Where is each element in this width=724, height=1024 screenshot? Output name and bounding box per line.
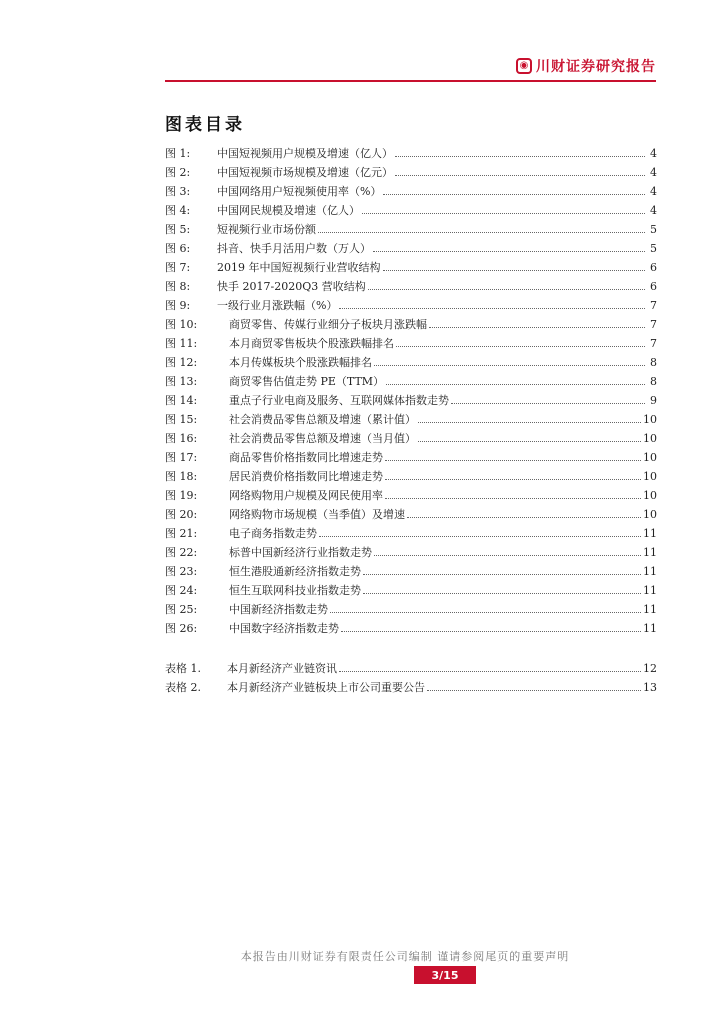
figure-entry[interactable] — [165, 141, 657, 160]
figure-entry-label: 图 22: — [165, 546, 198, 559]
figure-entry-label: 图 26: — [165, 622, 198, 635]
figure-entry[interactable] — [165, 559, 657, 578]
figure-entry-title: 重点子行业电商及服务、互联网媒体指数走势 — [229, 394, 449, 407]
dot-leader — [363, 593, 641, 594]
figure-entry-title: 电子商务指数走势 — [229, 527, 317, 540]
footer-disclaimer: 本报告由川财证券有限责任公司编制 谨请参阅尾页的重要声明 — [240, 950, 570, 963]
figure-entry[interactable] — [165, 274, 657, 293]
figure-entry-label: 图 18: — [165, 470, 198, 483]
figure-entry[interactable] — [165, 236, 657, 255]
figure-entry-label: 图 12: — [165, 356, 198, 369]
brand — [516, 56, 656, 76]
figure-entry-title: 恒生互联网科技业指数走势 — [229, 584, 361, 597]
dot-leader — [374, 365, 645, 366]
figure-entry-page-number: 4 — [650, 166, 657, 179]
dot-leader — [383, 270, 646, 271]
figure-list — [165, 141, 657, 635]
dot-leader — [385, 479, 641, 480]
figure-entry-label: 图 8: — [165, 280, 191, 293]
figure-entry-page-number: 11 — [643, 622, 657, 635]
dot-leader — [330, 612, 641, 613]
dot-leader — [427, 690, 641, 691]
figure-entry-page-number: 10 — [643, 470, 657, 483]
figure-entry-title: 短视频行业市场份额 — [217, 223, 316, 236]
figure-entry-title: 商品零售价格指数同比增速走势 — [229, 451, 383, 464]
figure-entry[interactable] — [165, 179, 657, 198]
figure-entry-page-number: 5 — [650, 242, 657, 255]
table-entry-title: 本月新经济产业链板块上市公司重要公告 — [227, 681, 425, 694]
figure-entry-label: 图 4: — [165, 204, 191, 217]
figure-entry-page-number: 10 — [643, 413, 657, 426]
figure-entry-label: 图 6: — [165, 242, 191, 255]
figure-entry-label: 图 5: — [165, 223, 191, 236]
figure-entry-label: 图 19: — [165, 489, 198, 502]
figure-entry-title: 一级行业月涨跌幅（%） — [217, 299, 338, 312]
toc-title: 图表目录 — [165, 115, 245, 135]
figure-entry[interactable] — [165, 616, 657, 635]
figure-entry-page-number: 9 — [650, 394, 657, 407]
figure-entry-page-number: 8 — [650, 356, 657, 369]
figure-entry-page-number: 4 — [650, 204, 657, 217]
figure-entry-label: 图 14: — [165, 394, 198, 407]
figure-entry-title: 社会消费品零售总额及增速（当月值） — [229, 432, 416, 445]
figure-entry-title: 中国网民规模及增速（亿人） — [217, 204, 360, 217]
figure-entry-title: 中国短视频用户规模及增速（亿人） — [217, 147, 393, 160]
dot-leader — [383, 194, 645, 195]
table-entry[interactable] — [165, 675, 657, 694]
figure-entry[interactable] — [165, 331, 657, 350]
figure-entry[interactable] — [165, 597, 657, 616]
figure-entry-title: 恒生港股通新经济指数走势 — [229, 565, 361, 578]
figure-entry-title: 中国数字经济指数走势 — [229, 622, 339, 635]
figure-entry[interactable] — [165, 369, 657, 388]
figure-entry-page-number: 10 — [643, 451, 657, 464]
company-logo-icon: ◉ — [516, 58, 532, 74]
figure-entry[interactable] — [165, 502, 657, 521]
figure-entry[interactable] — [165, 388, 657, 407]
dot-leader — [319, 536, 641, 537]
dot-leader — [368, 289, 645, 290]
figure-entry-label: 图 10: — [165, 318, 198, 331]
figure-entry[interactable] — [165, 426, 657, 445]
figure-entry-title: 2019 年中国短视频行业营收结构 — [217, 261, 381, 274]
figure-entry-page-number: 7 — [650, 299, 657, 312]
figure-entry-page-number: 7 — [650, 337, 657, 350]
page-indicator: 3/15 — [414, 966, 476, 984]
figure-entry[interactable] — [165, 255, 657, 274]
figure-entry-title: 本月传媒板块个股涨跌幅排名 — [229, 356, 372, 369]
dot-leader — [451, 403, 645, 404]
table-entry-page-number: 12 — [643, 662, 657, 675]
figure-entry[interactable] — [165, 483, 657, 502]
figure-entry-label: 图 25: — [165, 603, 198, 616]
figure-entry-title: 中国新经济指数走势 — [229, 603, 328, 616]
figure-entry-page-number: 7 — [650, 318, 657, 331]
figure-entry-title: 网络购物市场规模（当季值）及增速 — [229, 508, 405, 521]
figure-entry-title: 商贸零售估值走势 PE（TTM） — [229, 375, 385, 388]
figure-entry-title: 网络购物用户规模及网民使用率 — [229, 489, 383, 502]
dot-leader — [418, 441, 641, 442]
figure-entry-page-number: 11 — [643, 565, 657, 578]
figure-entry-title: 本月商贸零售板块个股涨跌幅排名 — [229, 337, 394, 350]
figure-entry-page-number: 8 — [650, 375, 657, 388]
table-entry-title: 本月新经济产业链资讯 — [227, 662, 337, 675]
figure-entry-title: 标普中国新经济行业指数走势 — [229, 546, 372, 559]
figure-entry-label: 图 2: — [165, 166, 191, 179]
figure-entry-page-number: 10 — [643, 432, 657, 445]
figure-entry-label: 图 20: — [165, 508, 198, 521]
figure-entry-page-number: 11 — [643, 527, 657, 540]
figure-entry-title: 商贸零售、传媒行业细分子板块月涨跌幅 — [229, 318, 427, 331]
figure-entry-page-number: 11 — [643, 546, 657, 559]
figure-entry-page-number: 6 — [650, 261, 657, 274]
figure-entry-label: 图 15: — [165, 413, 198, 426]
figure-entry-label: 图 13: — [165, 375, 198, 388]
dot-leader — [318, 232, 645, 233]
figure-entry-page-number: 10 — [643, 508, 657, 521]
dot-leader — [429, 327, 645, 328]
dot-leader — [374, 555, 641, 556]
dot-leader — [396, 346, 645, 347]
figure-entry-title: 社会消费品零售总额及增速（累计值） — [229, 413, 416, 426]
dot-leader — [386, 384, 645, 385]
dot-leader — [339, 308, 645, 309]
figure-entry-label: 图 21: — [165, 527, 198, 540]
figure-entry-label: 图 11: — [165, 337, 198, 350]
dot-leader — [385, 460, 641, 461]
report-header — [165, 52, 656, 82]
figure-entry-page-number: 10 — [643, 489, 657, 502]
brand-name: 川财证券研究报告 — [536, 59, 656, 75]
figure-entry-page-number: 5 — [650, 223, 657, 236]
figure-entry[interactable] — [165, 217, 657, 236]
figure-entry[interactable] — [165, 350, 657, 369]
figure-entry[interactable] — [165, 160, 657, 179]
table-list — [165, 656, 657, 694]
dot-leader — [395, 156, 645, 157]
dot-leader — [339, 671, 641, 672]
figure-entry-title: 快手 2017-2020Q3 营收结构 — [217, 280, 366, 293]
figure-entry[interactable] — [165, 445, 657, 464]
dot-leader — [385, 498, 641, 499]
figure-entry-label: 图 7: — [165, 261, 191, 274]
figure-entry[interactable] — [165, 521, 657, 540]
figure-entry-page-number: 6 — [650, 280, 657, 293]
figure-entry[interactable] — [165, 198, 657, 217]
table-entry-label: 表格 1. — [165, 662, 201, 675]
figure-entry-label: 图 16: — [165, 432, 198, 445]
figure-entry-title: 中国网络用户短视频使用率（%） — [217, 185, 382, 198]
figure-entry-title: 抖音、快手月活用户数（万人） — [217, 242, 371, 255]
figure-entry[interactable] — [165, 540, 657, 559]
figure-entry-page-number: 4 — [650, 147, 657, 160]
figure-entry-label: 图 9: — [165, 299, 191, 312]
figure-entry[interactable] — [165, 312, 657, 331]
dot-leader — [407, 517, 641, 518]
figure-entry-title: 居民消费价格指数同比增速走势 — [229, 470, 383, 483]
table-entry-page-number: 13 — [643, 681, 657, 694]
figure-entry-label: 图 23: — [165, 565, 198, 578]
dot-leader — [395, 175, 645, 176]
figure-entry[interactable] — [165, 293, 657, 312]
dot-leader — [341, 631, 641, 632]
figure-entry-page-number: 4 — [650, 185, 657, 198]
figure-entry[interactable] — [165, 464, 657, 483]
table-entry[interactable] — [165, 656, 657, 675]
figure-entry[interactable] — [165, 578, 657, 597]
figure-entry[interactable] — [165, 407, 657, 426]
dot-leader — [418, 422, 641, 423]
table-entry-label: 表格 2. — [165, 681, 201, 694]
figure-entry-label: 图 24: — [165, 584, 198, 597]
figure-entry-label: 图 17: — [165, 451, 198, 464]
dot-leader — [362, 213, 645, 214]
dot-leader — [363, 574, 641, 575]
figure-entry-title: 中国短视频市场规模及增速（亿元） — [217, 166, 393, 179]
figure-entry-label: 图 1: — [165, 147, 191, 160]
figure-entry-page-number: 11 — [643, 603, 657, 616]
dot-leader — [373, 251, 645, 252]
figure-entry-label: 图 3: — [165, 185, 191, 198]
figure-entry-page-number: 11 — [643, 584, 657, 597]
